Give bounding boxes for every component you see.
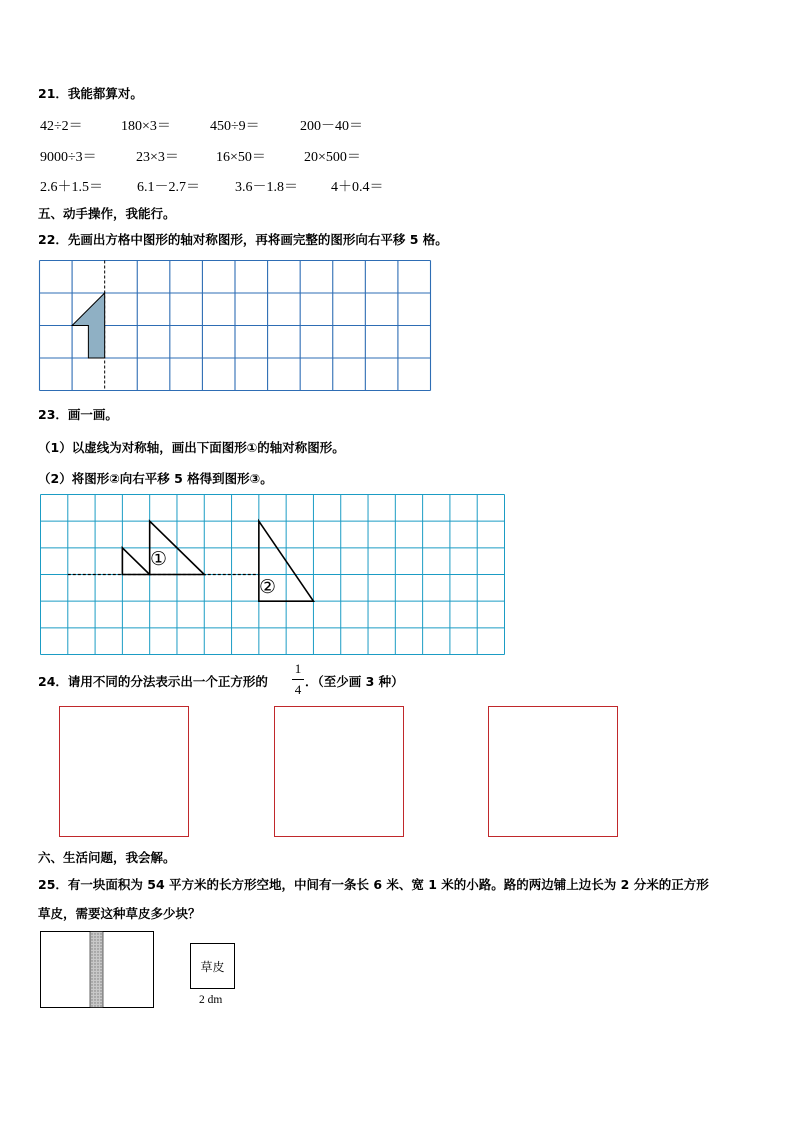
- q24-answer-square-1[interactable]: [59, 706, 189, 837]
- section-five-title: 五、动手操作，我能行。: [38, 206, 176, 221]
- q21-expr: 23×3＝: [136, 150, 179, 165]
- q21-expr: 9000÷3＝: [40, 150, 97, 165]
- q25-tile-size: 2 dm: [199, 994, 223, 1006]
- q23-sub2: （2）将图形②向右平移 5 格得到图形③。: [38, 471, 273, 486]
- q21-expr: 42÷2＝: [40, 119, 83, 134]
- q25-field-diagram: [40, 930, 156, 1010]
- q25-path-strip: [90, 932, 103, 1008]
- q21-expr: 180×3＝: [121, 119, 171, 134]
- q25-line1: 25．有一块面积为 54 平方米的长方形空地，中间有一条长 6 米、宽 1 米的小路。路的两边铺上边长为 2 分米的正方形: [38, 877, 709, 892]
- section-six-title: 六、生活问题，我会解。: [38, 850, 176, 865]
- q25-tile: [190, 943, 235, 989]
- given-half-shape: [72, 293, 105, 358]
- shape1-small-triangle: [122, 548, 149, 575]
- q21-expr: 450÷9＝: [210, 119, 260, 134]
- q21-expr: 6.1－2.7＝: [137, 180, 200, 195]
- q25-line2: 草皮，需要这种草皮多少块？: [38, 906, 201, 921]
- q22-title: 22．先画出方格中图形的轴对称图形，再将画完整的图形向右平移 5 格。: [38, 232, 448, 247]
- q21-expr: 20×500＝: [304, 150, 361, 165]
- q24-title-prefix: 24．请用不同的分法表示出一个正方形的: [38, 674, 268, 689]
- q21-expr: 200－40＝: [300, 119, 363, 134]
- q23-shape2-label: ②: [259, 576, 277, 598]
- q21-expr: 4＋0.4＝: [331, 180, 384, 195]
- q23-shape1-label: ①: [150, 548, 168, 570]
- q23-title: 23．画一画。: [38, 407, 118, 422]
- q21-title: 21．我能都算对。: [38, 86, 143, 101]
- q23-grid[interactable]: [40, 494, 505, 655]
- q23-sub1: （1）以虚线为对称轴，画出下面图形①的轴对称图形。: [38, 440, 345, 455]
- q21-expr: 3.6－1.8＝: [235, 180, 298, 195]
- q24-title-suffix: ．（至少画 3 种）: [305, 674, 404, 689]
- q21-expr: 2.6＋1.5＝: [40, 180, 103, 195]
- q21-expr: 16×50＝: [216, 150, 266, 165]
- q24-answer-square-3[interactable]: [488, 706, 618, 837]
- q24-answer-square-2[interactable]: [274, 706, 404, 837]
- q24-fraction-denominator: 4: [294, 682, 302, 697]
- q22-grid[interactable]: [39, 260, 431, 391]
- q24-fraction-numerator: 1: [294, 661, 302, 676]
- q24-fraction-bar: [292, 679, 304, 680]
- q25-tile-label: 草皮: [200, 959, 225, 974]
